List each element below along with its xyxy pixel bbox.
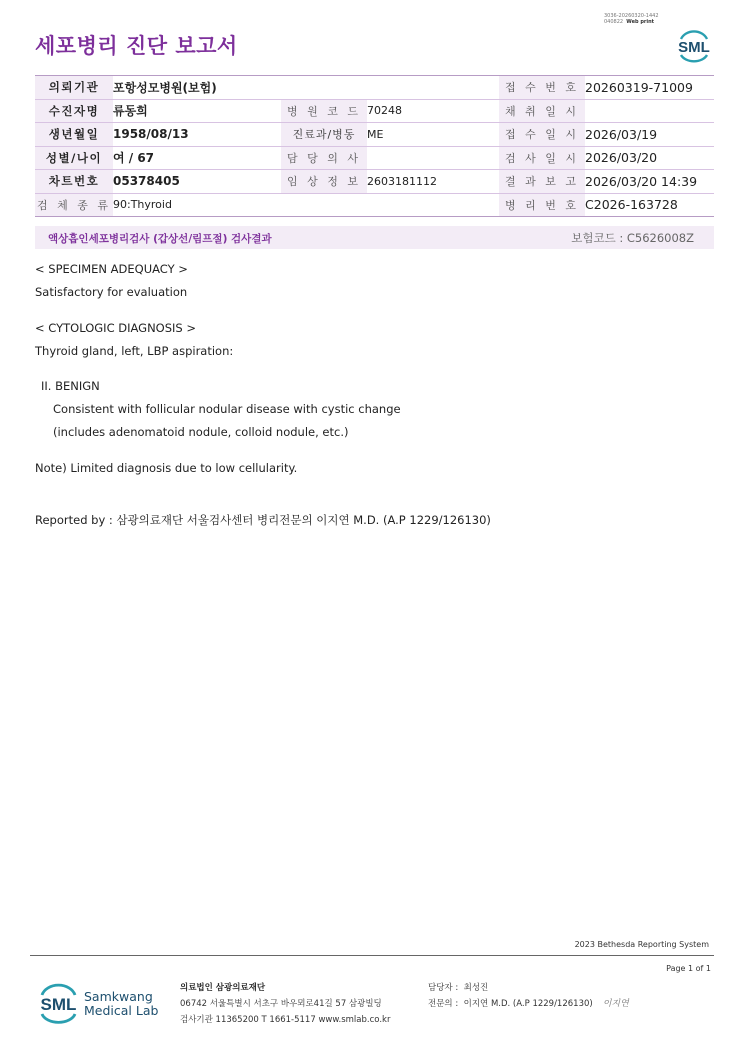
org-info [180, 980, 390, 1028]
diagnosis-heading: < CYTOLOGIC DIAGNOSIS > [35, 321, 197, 335]
hospital-code-label: 병 원 코 드 [281, 99, 367, 123]
specialist-signature: 이지연 [602, 999, 629, 1009]
department-label: 진료과/병동 [281, 123, 367, 147]
adequacy-text: Satisfactory for evaluation [35, 285, 188, 299]
specialist-label: 전문의 : [428, 999, 459, 1009]
report-date-value: 2026/03/20 14:39 [585, 170, 714, 194]
pathology-no-label: 병 리 번 호 [499, 193, 585, 217]
clinical-info-label: 임 상 정 보 [281, 170, 367, 194]
exam-date-value: 2026/03/20 [585, 146, 714, 170]
diagnosis-note: Note) Limited diagnosis due to low cellularity. [35, 461, 298, 475]
client-label: 의뢰기관 [35, 76, 113, 100]
page-title: 세포병리 진단 보고서 [35, 34, 238, 58]
sex-age-label: 성별/나이 [35, 146, 113, 170]
chart-no-label: 차트번호 [35, 170, 113, 194]
receipt-date-label: 접 수 일 시 [499, 123, 585, 147]
org-contact: 검사기관 11365200 T 1661-5117 www.smlab.co.kr [180, 1015, 391, 1025]
diagnosis-detail-2: (includes adenomatoid nodule, colloid nodule, etc.) [53, 425, 349, 439]
receipt-no-value: 20260319-71009 [585, 76, 714, 100]
table-row [35, 193, 714, 217]
reported-by: Reported by : 삼광의료재단 서울검사센터 병리전문의 이지연 M.D. (A.P 1229/126130) [35, 513, 491, 527]
staff-label: 담당자 : [428, 983, 459, 993]
page-number: Page 1 of 1 [666, 964, 711, 973]
org-name: 의료법인 삼광의료재단 [180, 983, 266, 993]
footer-divider [30, 955, 714, 956]
adequacy-heading: < SPECIMEN ADEQUACY > [35, 262, 188, 276]
table-row [35, 99, 714, 123]
brand-line: Medical Lab [84, 1003, 159, 1018]
receipt-no-label: 접 수 번 호 [499, 76, 585, 100]
insurance-code: 보험코드 : C5626008Z [571, 231, 694, 245]
pathology-no-value: C2026-163728 [585, 193, 714, 217]
document-code [604, 13, 659, 25]
collection-date-value [585, 99, 714, 123]
web-print-label: Web print [626, 19, 655, 25]
collection-date-label: 채 취 일 시 [499, 99, 585, 123]
receipt-date-value: 2026/03/19 [585, 123, 714, 147]
specimen-label: 검 체 종 류 [35, 193, 113, 217]
table-row [35, 146, 714, 170]
doctor-value [367, 146, 499, 170]
brand-line: Samkwang [84, 989, 153, 1004]
sml-logo-icon [36, 980, 81, 1026]
logo-text: SML [40, 995, 77, 1014]
table-row [35, 170, 714, 194]
dob-label: 생년월일 [35, 123, 113, 147]
staff-info [428, 980, 629, 1012]
table-row [35, 123, 714, 147]
exam-date-label: 검 사 일 시 [499, 146, 585, 170]
staff-name: 최성진 [463, 983, 489, 993]
sml-logo-icon [674, 26, 714, 64]
org-address: 06742 서울특별시 서초구 바우뫼로41길 57 삼광빌딩 [180, 999, 382, 1009]
diagnosis-category: II. BENIGN [41, 379, 100, 393]
table-row [35, 76, 714, 100]
document-code-line: 3036-20260320-1442 [604, 13, 659, 19]
reporting-system: 2023 Bethesda Reporting System [574, 940, 709, 949]
exam-name: 액상흡인세포병리검사 (갑상선/림프절) 검사결과 [48, 233, 272, 245]
sex-age-value: 여 / 67 [113, 146, 281, 170]
document-code-print-line [604, 19, 659, 25]
dob-value: 1958/08/13 [113, 123, 281, 147]
specimen-value: 90:Thyroid [113, 193, 499, 217]
patient-label: 수진자명 [35, 99, 113, 123]
specialist-name: 이지연 M.D. (A.P 1229/126130) [463, 999, 593, 1009]
exam-header-bar [35, 226, 714, 249]
hospital-code-value: 70248 [367, 99, 499, 123]
report-date-label: 결 과 보 고 [499, 170, 585, 194]
department-value: ME [367, 123, 499, 147]
chart-no-value: 05378405 [113, 170, 281, 194]
brand-name [84, 990, 158, 1018]
diagnosis-site: Thyroid gland, left, LBP aspiration: [35, 344, 234, 358]
doctor-label: 담 당 의 사 [281, 146, 367, 170]
client-value: 포항성모병원(보험) [113, 76, 499, 100]
patient-value: 류동희 [113, 99, 281, 123]
logo-text: SML [678, 39, 710, 56]
diagnosis-detail-1: Consistent with follicular nodular disease with cystic change [53, 402, 401, 416]
patient-info-table [35, 75, 714, 217]
document-code-number: 040822 [604, 19, 624, 25]
clinical-info-value: 2603181112 [367, 170, 499, 194]
